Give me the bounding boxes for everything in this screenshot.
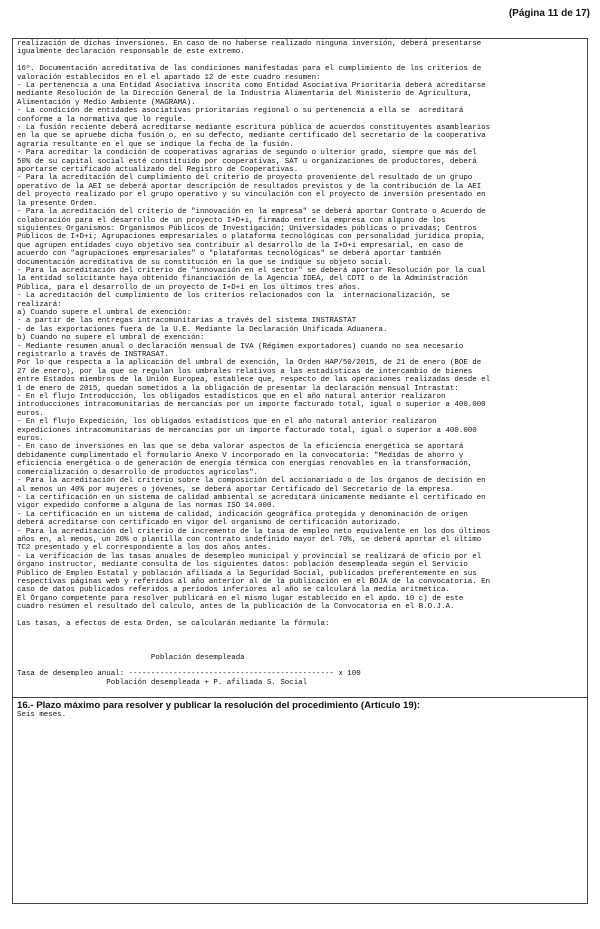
text-line: Población desempleada: [17, 653, 245, 662]
text-line: debidamente cumplimentado el formulario Anexo V incorporado en la convocatoria: "Medidas de ahorro y: [17, 451, 464, 460]
text-line: [17, 612, 583, 620]
text-line: órgano instructor, mediante consulta de los siguientes datos: población desempleada según el Servicio: [17, 561, 468, 570]
text-line: [17, 687, 583, 695]
text-line: Las tasas, a efectos de esta Orden, se calcularán mediante la fórmula:: [17, 620, 330, 628]
text-line: [17, 637, 583, 645]
text-line: - Para la acreditación del criterio de "innovación en el sector" se deberá aportar Resolución por la cual: [17, 266, 486, 275]
text-line: Públicos de I+D+i; Agrupaciones empresariales o plataforma tecnológicas con personalidad jurídica propia,: [17, 233, 486, 242]
text-line: - Para la acreditación del criterio sobre la composición del accionariado o de los órganos de decisión en: [17, 477, 486, 486]
section-15-body: [13, 39, 587, 696]
text-line: 16º. Documentación acreditativa de las condiciones manifestadas para el cumplimiento de los criterios de: [17, 65, 482, 74]
text-line: del proyecto realizado por el grupo operativo y su vinculación con el proyecto de inversión presentado en: [17, 191, 486, 200]
text-line: - En caso de inversiones en las que se deba valorar aspectos de la eficiencia energética se aportará: [17, 443, 464, 452]
text-line: deberá acreditarse con certificado en vigor del organismo de certificación autorizado.: [17, 519, 401, 528]
text-line: 1 de enero de 2015, quedan sometidos a la obligación de presentar la declaración mensual Intrastat:: [17, 384, 459, 393]
text-line: [17, 662, 583, 670]
text-line: agraria resultante en el que se indique la fecha de la fusión.: [17, 140, 294, 149]
text-line: a) Cuando supere el umbral de exención:: [17, 308, 192, 317]
page-number: (Página 11 de 17): [508, 8, 590, 19]
text-line: - Para la acreditación del criterio de incremento de la tasa de empleo neto equivalente en los dos últimos: [17, 527, 491, 536]
text-line: que agrupen entidades cuyo objetivo sea contribuir al desarrollo de la I+D+i empresarial, en caso de: [17, 241, 464, 250]
text-line: Alimentación y Medio Ambiente (MAGRAMA).: [17, 98, 196, 107]
text-line: b) Cuando no supere el umbral de exención:: [17, 334, 205, 343]
text-line: TC2 presentado y el correspondiente a los dos años antes.: [17, 544, 272, 553]
text-line: - a partir de las entregas intracomunitarias a través del sistema INSTRASTAT: [17, 317, 357, 326]
text-line: [17, 645, 583, 653]
text-line: respectivas páginas web y referidos al año anterior al de la publicación en el BOJA de la convocatoria. En: [17, 577, 491, 586]
text-line: años en, al menos, un 20% o plantilla con contrato indefinido mayor del 70%, se deberá aportar el último: [17, 535, 482, 544]
text-line: igualmente declaración responsable de este extremo.: [17, 48, 245, 57]
text-line: operativo de la AEI se deberá aportar descripción de resultados previstos y de la contribución de la AEI: [17, 182, 482, 191]
section-16-body: Seis meses.: [17, 710, 67, 719]
document-frame: [12, 38, 588, 904]
text-line: la entidad solicitante haya obtenido financiación de la Agencia IDEA, del CDTI o de la Administración: [17, 275, 468, 284]
text-line: realización de dichas inversiones. En caso de no haberse realizado ninguna inversión, deberá presentarse: [17, 40, 482, 48]
text-line: [17, 628, 583, 636]
text-line: eficiencia energética o de generación de energía térmica con energías renovables en la transformación,: [17, 460, 473, 469]
text-line: registrarlo a través de INSTRASAT.: [17, 351, 169, 360]
text-line: - La certificación en un sistema de calidad ambiental se acreditará únicamente mediante el certificado en: [17, 493, 486, 502]
text-line: la presente Orden.: [17, 199, 98, 208]
text-line: - La acreditación del cumplimiento de los criterios relacionados con la internacionalización, se: [17, 292, 450, 301]
text-line: introducciones intracomunitarias de mercancías por un importe facturado total, igual o superior a 400.000: [17, 401, 486, 410]
text-line: aportarse certificado actualizado del Registro de Cooperativas.: [17, 166, 299, 175]
text-line: entre Estados miembros de la Unión Europea, establece que, respecto de las operaciones realizadas desde el: [17, 376, 491, 385]
text-line: - de las exportaciones fuera de la U.E. Mediante la Declaración Unificada Aduanera.: [17, 325, 388, 334]
text-line: colaboración para el desarrollo de un proyecto I+D+i, firmado entre la empresa con alguno de los: [17, 216, 446, 225]
text-line: acuerdo con "agrupaciones empresariales" o "plataformas tecnológicas" se deberá aportar también: [17, 250, 442, 259]
text-line: - La certificación en un sistema de calidad, indicación geográfica protegida y denominación de origen: [17, 510, 468, 519]
text-line: Población desempleada + P. afiliada S. Social: [17, 678, 308, 687]
text-line: expediciones intracomunitarias de mercancías por un importe facturado total, igual o superior a 400.000: [17, 426, 477, 435]
text-line: - La fusión reciente deberá acreditarse mediante escritura pública de acuerdos constituyentes asamblearios: [17, 124, 491, 133]
text-line: mediante Resolución de la Dirección General de la Industria Alimentaria del Ministerio de Agricultura,: [17, 90, 473, 99]
text-line: - La condición de entidades asociativas prioritarias regional o su pertenencia a ella se acreditará: [17, 107, 464, 116]
text-line: euros.: [17, 435, 44, 444]
text-line: valoración establecidos en el el apartado 12 de este cuadro resumen:: [17, 73, 321, 82]
text-line: realizará:: [17, 300, 62, 309]
text-line: comercialización o desarrollo de productos agrícolas".: [17, 468, 259, 477]
text-line: - En el flujo Expedición, los obligados estadísticos que en el año natural anterior realizaron: [17, 418, 437, 427]
text-line: - La pertenencia a una Entidad Asociativa inscrita como Entidad Asociativa Prioritaria deberá acreditarse: [17, 82, 486, 91]
text-line: vigor expedido conforme a alguna de las normas ISO 14.000.: [17, 502, 276, 511]
text-line: [17, 57, 583, 65]
text-line: siguientes Organismos: Organismos Públicos de Investigación; Universidades públicas o privadas; Centros: [17, 224, 477, 233]
text-line: El Órgano competente para resolver publicará en el mismo lugar establecido en el apdo. 10 c) de este: [17, 594, 464, 603]
text-line: - Para la acreditación del cumplimiento del criterio de proyecto proveniente del resultado de un grupo: [17, 174, 473, 183]
text-line: documentación acreditativa de su constitución en la que se indique su objeto social.: [17, 258, 392, 267]
text-line: euros.: [17, 409, 44, 418]
text-line: Por lo que respecta a la aplicación del umbral de exención, la Orden HAP/50/2015, de 21 de enero (BOE de: [17, 359, 482, 368]
text-line: 27 de enero), por la que se regulan los umbrales relativos a las estadísticas de intercambio de bienes: [17, 367, 473, 376]
text-line: cuadro resúmen el resultado del calculo, antes de la publicación de la Convocatoria en el B.O.J.A.: [17, 603, 455, 612]
text-line: al menos un 40% por mujeres o jóvenes, se deberá aportar Certificado del Secretario de la empresa.: [17, 485, 455, 494]
text-line: caso de datos publicados referidos a períodos inferiores al año se calculará la media aritmética.: [17, 586, 450, 595]
text-line: 50% de su capital social esté constituido por cooperativas, SAT u organizaciones de productores, deberá: [17, 157, 477, 166]
text-line: en la que se apruebe dicha fusión o, en su defecto, mediante certificado del secretario de la cooperativa: [17, 132, 486, 141]
text-line: - Para la acreditación del criterio de "innovación en la empresa" se deberá aportar Contrato o Acuerdo de: [17, 208, 486, 217]
text-line: - En el flujo Introducción, los obligados estadísticos que en el año natural anterior realizaron: [17, 393, 446, 402]
text-line: - Para acreditar la condición de cooperativas agrarias de segundo o ulterior grado, siempre que más del: [17, 149, 477, 158]
section-16-title: 16.- Plazo máximo para resolver y publicar la resolución del procedimiento (Artículo 19):: [13, 697, 587, 711]
text-line: Pública, para el desarrollo de un proyecto de I+D+i en los últimos tres años.: [17, 283, 361, 292]
text-line: Público de Empleo Estatal y población afiliada a la Seguridad Social, publicados preferentemente en sus: [17, 569, 477, 578]
text-line: conforme a la normativa que lo regule.: [17, 115, 187, 124]
text-line: Tasa de desempleo anual: ---------------------------------------------- x 100: [17, 670, 361, 679]
text-line: - Mediante resumen anual o declaración mensual de IVA (Régimen exportadores) cuando no sea necesario: [17, 342, 464, 351]
text-line: - La verificación de las tasas anuales de desempleo municipal y provincial se realizará de oficio por el: [17, 552, 482, 561]
